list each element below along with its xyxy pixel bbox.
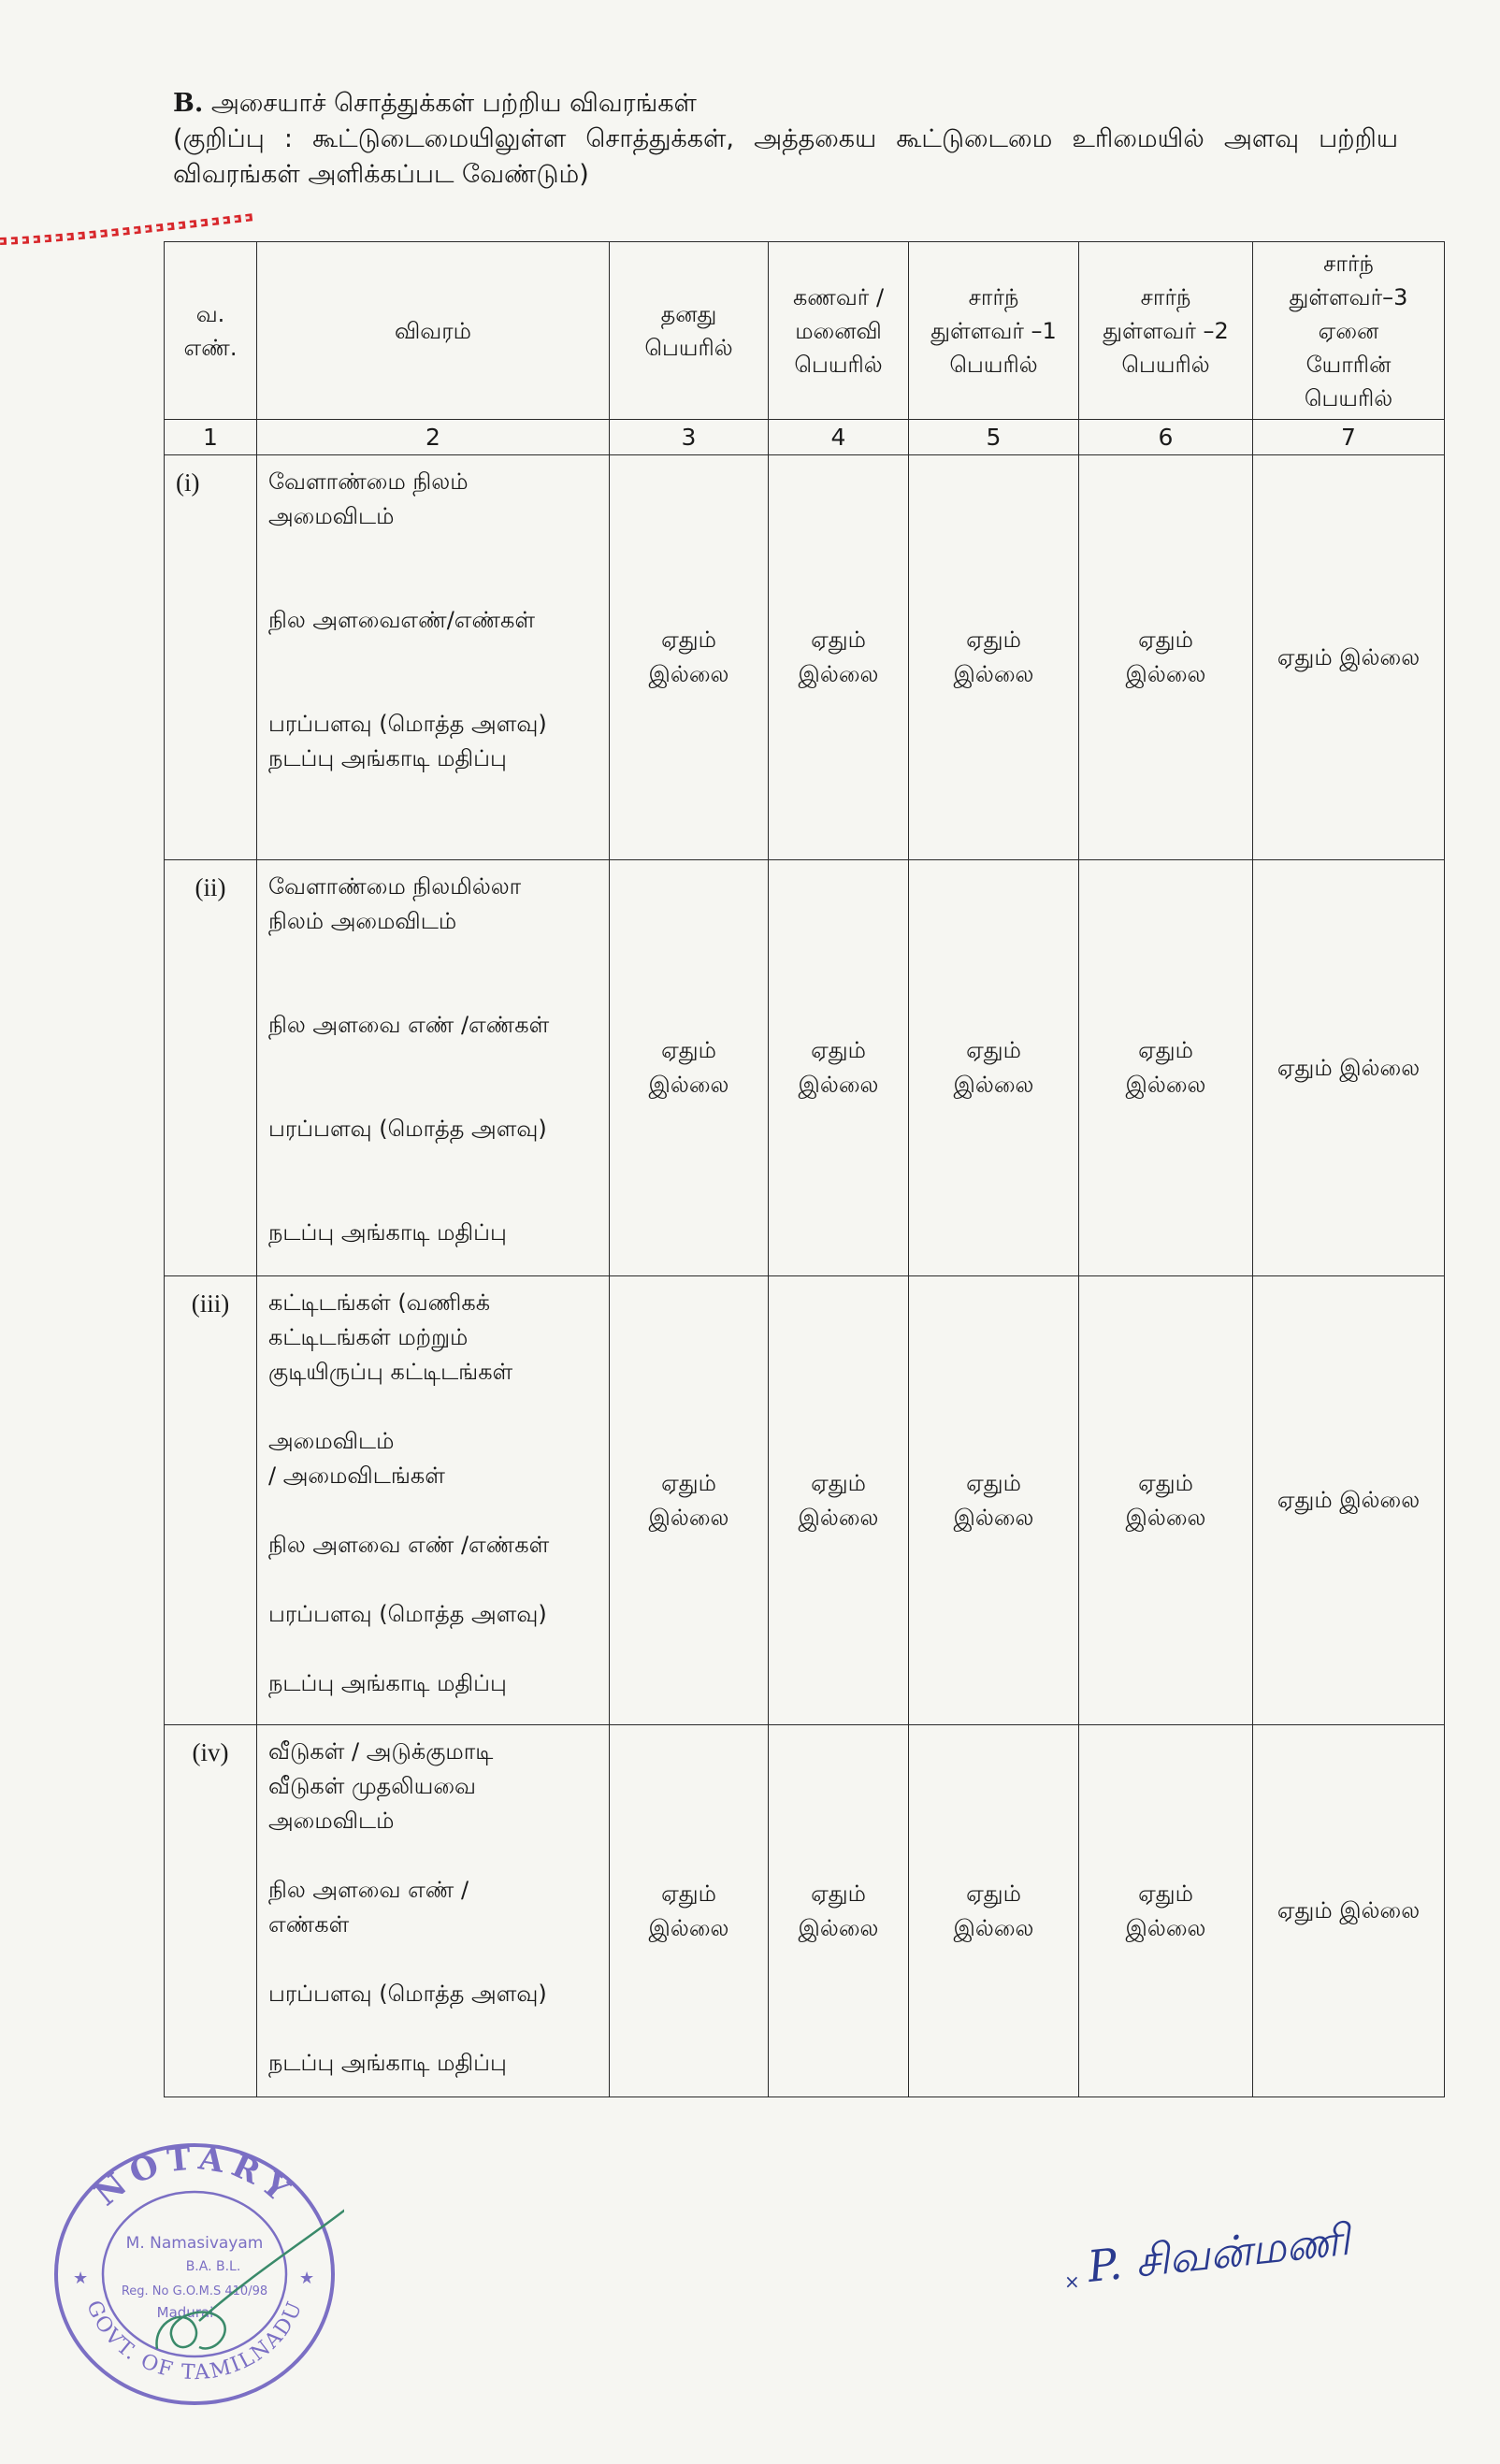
description-line: நில அளவை எண் / [268, 1877, 469, 1903]
description-line [268, 1077, 601, 1112]
value-self [610, 860, 769, 1276]
description-line: எண்கள் [268, 1911, 350, 1938]
description-cell [257, 455, 610, 860]
value-dep3: ஏதும் இல்லை [1253, 455, 1445, 860]
description-line [268, 973, 601, 1008]
description-line: நடப்பு அங்காடி மதிப்பு [268, 745, 507, 771]
column-header-4 [769, 242, 909, 420]
description-line: நடப்பு அங்காடி மதிப்பு [268, 1670, 507, 1696]
description-line [268, 1632, 601, 1666]
value-line: ஏதும் [811, 1037, 866, 1063]
column-header-line: துள்ளவர் –1 [930, 317, 1057, 344]
value-spouse [769, 860, 909, 1276]
value-line: இல்லை [1125, 1072, 1206, 1098]
column-header-line: சார்ந் [1323, 250, 1374, 277]
description-line: நில அளவை எண் /எண்கள் [268, 1532, 550, 1558]
column-header-line: பெயரில் [644, 334, 733, 361]
description-cell [257, 860, 610, 1276]
value-line: இல்லை [1125, 1914, 1206, 1941]
description-line: நிலம் அமைவிடம் [268, 908, 457, 934]
description-line: குடியிருப்பு கட்டிடங்கள் [268, 1359, 513, 1385]
description-line: நில அளவைஎண்/எண்கள் [268, 607, 536, 633]
svg-text:★: ★ [299, 2269, 315, 2288]
column-header-line: சார்ந் [1140, 283, 1191, 310]
value-line: ஏதும் [661, 1469, 716, 1496]
description-line [268, 1181, 601, 1216]
signature-text: P. சிவன்மணி [1085, 2213, 1352, 2292]
column-number: 7 [1253, 420, 1445, 455]
column-header-line: கணவர் / [792, 283, 885, 310]
description-line: அமைவிடம் [268, 1428, 395, 1454]
column-header-5 [909, 242, 1079, 420]
column-header-line: துள்ளவர் –2 [1103, 317, 1229, 344]
value-line: இல்லை [798, 1504, 879, 1531]
column-header-3 [610, 242, 769, 420]
value-self [610, 1725, 769, 2097]
column-header-7 [1253, 242, 1445, 420]
description-line [268, 638, 601, 672]
column-header-line: பெயரில் [949, 351, 1038, 378]
column-header-line: பெயரில் [794, 351, 883, 378]
value-line: ஏதும் [811, 1469, 866, 1496]
value-self [610, 1276, 769, 1725]
description-line: கட்டிடங்கள் (வணிகக் [268, 1290, 491, 1316]
value-dep2 [1079, 1725, 1253, 2097]
column-header-line: பெயரில் [1121, 351, 1210, 378]
value-line: ஏதும் [811, 627, 866, 653]
description-line: அமைவிடம் [268, 503, 395, 529]
table-row [165, 1725, 1445, 2097]
value-line: ஏதும் [1138, 627, 1193, 653]
column-header-line: மனைவி [795, 317, 882, 344]
table-row [165, 1276, 1445, 1725]
serial-number: (i) [165, 455, 257, 860]
description-line [268, 1838, 601, 1873]
value-line: ஏதும் [966, 1880, 1021, 1907]
value-dep2 [1079, 455, 1253, 860]
description-line: பரப்பளவு (மொத்த அளவு) [268, 711, 547, 737]
svg-text:★: ★ [73, 2269, 89, 2288]
column-header-2 [257, 242, 610, 420]
column-number: 5 [909, 420, 1079, 455]
value-line: இல்லை [798, 1072, 879, 1098]
stamp-degree: B.A. B.L. [185, 2259, 241, 2274]
column-number: 3 [610, 420, 769, 455]
value-line: ஏதும் [966, 1469, 1021, 1496]
stamp-place: Madurai [156, 2304, 214, 2321]
column-header-line: துள்ளவர்–3 [1289, 283, 1408, 310]
section-heading [173, 86, 1398, 193]
description-line [268, 569, 601, 603]
description-line: நில அளவை எண் /எண்கள் [268, 1012, 550, 1038]
value-dep1 [909, 1725, 1079, 2097]
description-line [268, 1146, 601, 1181]
description-line: வேளாண்மை நிலம் [268, 468, 469, 495]
serial-number: (ii) [165, 860, 257, 1276]
value-line: இல்லை [953, 1914, 1034, 1941]
table-body [165, 455, 1445, 2097]
value-dep2 [1079, 860, 1253, 1276]
immovable-assets-table [164, 241, 1445, 2097]
value-line: இல்லை [1125, 1504, 1206, 1531]
svg-text:×: × [1064, 2270, 1080, 2293]
description-line: வீடுகள் முதலியவை [268, 1773, 477, 1799]
header-row [165, 242, 1445, 420]
value-line: இல்லை [953, 1504, 1034, 1531]
value-line: ஏதும் [966, 1037, 1021, 1063]
value-line: ஏதும் [1138, 1880, 1193, 1907]
table-row [165, 860, 1445, 1276]
description-cell [257, 1725, 610, 2097]
notary-stamp [45, 2134, 344, 2414]
serial-number: (iv) [165, 1725, 257, 2097]
column-header-line: சார்ந் [968, 283, 1019, 310]
stamp-footer: GOVT. OF TAMILNADU [81, 2297, 308, 2385]
value-line: இல்லை [798, 1914, 879, 1941]
column-header-line: விவரம் [395, 317, 471, 344]
value-line: ஏதும் [966, 627, 1021, 653]
value-line: ஏதும் [811, 1880, 866, 1907]
column-number-row [165, 420, 1445, 455]
description-line: பரப்பளவு (மொத்த அளவு) [268, 1981, 547, 2007]
value-line: இல்லை [648, 1072, 729, 1098]
notary-signature-scribble [157, 2199, 344, 2349]
description-line [268, 1493, 601, 1528]
column-number: 1 [165, 420, 257, 455]
value-dep1 [909, 860, 1079, 1276]
description-line [268, 939, 601, 973]
column-header-line: யோரின் [1305, 351, 1392, 378]
description-line [268, 672, 601, 707]
description-line: கட்டிடங்கள் மற்றும் [268, 1324, 469, 1350]
value-line: ஏதும் [661, 627, 716, 653]
value-line: இல்லை [953, 661, 1034, 687]
column-header-line: வ. [195, 300, 225, 327]
section-title: அசையாச் சொத்துக்கள் பற்றிய விவரங்கள் [210, 89, 697, 118]
value-line: ஏதும் [661, 1880, 716, 1907]
section-title-line [173, 86, 1398, 122]
description-line [268, 2011, 601, 2046]
value-line: இல்லை [1125, 661, 1206, 687]
column-header-line: பெயரில் [1304, 384, 1393, 411]
value-dep3: ஏதும் இல்லை [1253, 1725, 1445, 2097]
value-dep1 [909, 455, 1079, 860]
value-dep3: ஏதும் இல்லை [1253, 1276, 1445, 1725]
value-dep2 [1079, 1276, 1253, 1725]
description-line [268, 1390, 601, 1424]
table-row [165, 455, 1445, 860]
svg-text:NOTARY [88, 2140, 301, 2213]
description-cell [257, 1276, 610, 1725]
section-note: (குறிப்பு : கூட்டுடைமையிலுள்ள சொத்துக்கள், அத்தகைய கூட்டுடைமை உரிமையில் அளவு பற்றிய விவரங்கள் அளிக்கப்பட வேண்டும்) [173, 124, 1398, 189]
value-dep3: ஏதும் இல்லை [1253, 860, 1445, 1276]
value-spouse [769, 1276, 909, 1725]
description-line [268, 534, 601, 569]
value-line: இல்லை [648, 1914, 729, 1941]
column-header-line: எண். [183, 334, 238, 361]
description-line [268, 1942, 601, 1977]
column-header-6 [1079, 242, 1253, 420]
description-line: நடப்பு அங்காடி மதிப்பு [268, 1219, 507, 1246]
description-line: / அமைவிடங்கள் [268, 1463, 445, 1489]
value-line: இல்லை [648, 661, 729, 687]
serial-number: (iii) [165, 1276, 257, 1725]
value-line: இல்லை [798, 661, 879, 687]
description-line: வீடுகள் / அடுக்குமாடி [268, 1738, 494, 1765]
description-line [268, 1043, 601, 1077]
description-line: அமைவிடம் [268, 1808, 395, 1834]
value-line: ஏதும் [661, 1037, 716, 1063]
description-line: வேளாண்மை நிலமில்லா [268, 873, 522, 900]
column-header-line: தனது [660, 300, 717, 327]
description-line: பரப்பளவு (மொத்த அளவு) [268, 1116, 547, 1142]
column-number: 4 [769, 420, 909, 455]
value-line: ஏதும் [1138, 1469, 1193, 1496]
declarant-signature [1047, 2202, 1440, 2305]
description-line: நடப்பு அங்காடி மதிப்பு [268, 2050, 507, 2076]
column-number: 2 [257, 420, 610, 455]
stamp-title: NOTARY [88, 2140, 302, 2214]
stamp-reg: Reg. No G.O.M.S 410/98 [121, 2284, 268, 2298]
stamp-name: M. Namasivayam [125, 2234, 264, 2253]
description-line: பரப்பளவு (மொத்த அளவு) [268, 1601, 547, 1627]
value-self [610, 455, 769, 860]
description-line [268, 1563, 601, 1597]
value-line: இல்லை [648, 1504, 729, 1531]
value-line: ஏதும் [1138, 1037, 1193, 1063]
column-header-1 [165, 242, 257, 420]
value-spouse [769, 1725, 909, 2097]
value-spouse [769, 455, 909, 860]
value-dep1 [909, 1276, 1079, 1725]
column-number: 6 [1079, 420, 1253, 455]
section-letter: B. [173, 89, 204, 118]
column-header-line: ஏனை [1318, 317, 1379, 344]
value-line: இல்லை [953, 1072, 1034, 1098]
